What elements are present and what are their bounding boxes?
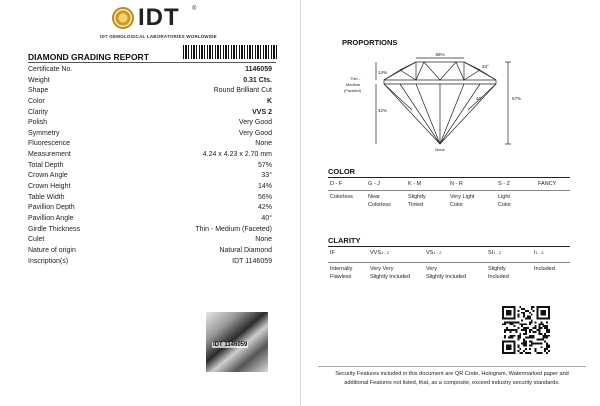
clarity-grade-head bbox=[426, 250, 441, 256]
report-row bbox=[28, 182, 272, 193]
report-row-value: 4.24 x 4.23 x 2.70 mm bbox=[202, 151, 272, 159]
report-row bbox=[28, 97, 272, 108]
clarity-grade-desc: Slightly bbox=[488, 266, 506, 272]
report-row-label: Shape bbox=[28, 87, 49, 95]
report-row bbox=[28, 108, 272, 119]
culet-label: None bbox=[435, 147, 445, 152]
girdle-label-1: Thin - bbox=[350, 76, 361, 81]
report-row-label: Inscription(s) bbox=[28, 257, 69, 265]
report-row-value: VVS 2 bbox=[252, 108, 272, 116]
report-row bbox=[28, 246, 272, 257]
clarity-grade-head bbox=[488, 250, 501, 256]
report-row-label: Crown Height bbox=[28, 183, 71, 191]
color-grade-desc: Tinted bbox=[408, 201, 424, 208]
security-divider bbox=[318, 366, 586, 367]
color-grade-head: K - M bbox=[408, 181, 422, 187]
logo-brand: IDT bbox=[138, 4, 180, 31]
color-grade-desc: Color bbox=[498, 201, 512, 208]
report-row-value: 56% bbox=[257, 193, 272, 201]
report-row bbox=[28, 257, 272, 268]
report-row bbox=[28, 203, 272, 214]
clarity-grade-sup: 1 - 2 bbox=[433, 250, 442, 255]
report-row-value: IDT 1146059 bbox=[232, 257, 272, 265]
clarity-title: CLARITY bbox=[328, 236, 361, 245]
report-row-value: 42% bbox=[257, 204, 272, 212]
color-grade-desc: Near bbox=[368, 194, 380, 200]
report-row-value: Thin - Medium (Faceted) bbox=[195, 225, 272, 233]
clarity-grade-sup: 1 - 2 bbox=[381, 250, 390, 255]
report-row-label: Clarity bbox=[28, 108, 48, 116]
report-row-label: Color bbox=[28, 97, 45, 105]
report-divider bbox=[28, 62, 276, 63]
barcode-icon bbox=[183, 45, 277, 59]
clarity-grade-base: VS bbox=[426, 250, 434, 256]
clarity-rule-top bbox=[328, 246, 570, 247]
clarity-grade-desc: Flawless bbox=[330, 273, 352, 280]
qr-code-icon bbox=[502, 306, 550, 354]
report-row bbox=[28, 86, 272, 97]
clarity-grade-desc: Included bbox=[534, 266, 555, 272]
report-row bbox=[28, 214, 272, 225]
report-row-label: Measurement bbox=[28, 151, 71, 159]
color-grade-desc: Colorless bbox=[330, 194, 353, 200]
proportions-title: PROPORTIONS bbox=[342, 38, 398, 47]
pavilion-angle-label: 40° bbox=[476, 96, 483, 101]
clarity-grade-desc: Internally bbox=[330, 266, 353, 272]
report-row bbox=[28, 225, 272, 236]
center-fold bbox=[300, 0, 301, 406]
color-grade-desc: Light bbox=[498, 194, 510, 200]
color-grade-desc: Color bbox=[450, 201, 464, 208]
report-row-value: None bbox=[255, 236, 272, 244]
color-rule-top bbox=[328, 177, 570, 178]
security-line-2: additional Features not listed, that, as a composite, exceed industry security standards. bbox=[344, 380, 560, 386]
seal-icon bbox=[112, 7, 134, 29]
report-row-value: 57% bbox=[257, 161, 272, 169]
clarity-grade-desc: Slightly Included bbox=[370, 273, 411, 280]
report-row-label: Table Width bbox=[28, 193, 65, 201]
report-row-value: 1146059 bbox=[245, 66, 272, 73]
report-row-label: Girdle Thickness bbox=[28, 225, 81, 233]
report-title: DIAMOND GRADING REPORT bbox=[28, 52, 149, 62]
report-row-label: Certificate No. bbox=[28, 66, 73, 73]
clarity-grade-head bbox=[330, 250, 335, 256]
color-title: COLOR bbox=[328, 167, 356, 176]
report-row bbox=[28, 150, 272, 161]
report-row-label: Culet bbox=[28, 236, 45, 244]
color-grade-head: FANCY bbox=[538, 181, 557, 187]
registered-mark: ® bbox=[192, 6, 197, 12]
idt-logo bbox=[100, 4, 218, 44]
security-note bbox=[318, 370, 586, 388]
report-rows bbox=[28, 65, 272, 267]
report-row bbox=[28, 118, 272, 129]
report-row bbox=[28, 193, 272, 204]
diamond-photo bbox=[206, 312, 268, 372]
report-row-label: Fluorescence bbox=[28, 140, 71, 148]
report-row bbox=[28, 65, 272, 76]
report-row bbox=[28, 171, 272, 182]
report-row-value: 14% bbox=[257, 183, 272, 191]
report-row-value: Natural Diamond bbox=[219, 246, 272, 254]
report-row-value: 33° bbox=[261, 172, 272, 180]
girdle-label-2: Medium bbox=[346, 82, 361, 87]
report-row-value: 40° bbox=[261, 214, 272, 222]
report-row bbox=[28, 76, 272, 87]
report-row bbox=[28, 139, 272, 150]
girdle-label-3: (Faceted) bbox=[344, 88, 362, 93]
report-row-value: K bbox=[266, 97, 272, 105]
report-row-label: Weight bbox=[28, 76, 50, 84]
report-row-value: 0.31 Cts. bbox=[243, 76, 272, 84]
clarity-grade-sup: 1 - 2 bbox=[493, 250, 502, 255]
report-row-label: Crown Angle bbox=[28, 172, 68, 180]
color-grade-desc: Very Light bbox=[450, 194, 475, 200]
report-row bbox=[28, 129, 272, 140]
report-row-label: Total Depth bbox=[28, 161, 64, 169]
clarity-grade-base: I bbox=[534, 250, 536, 256]
clarity-rule-mid bbox=[328, 262, 570, 263]
clarity-grade-desc: Very bbox=[426, 266, 438, 272]
color-grade-head: N - R bbox=[450, 181, 463, 187]
security-line-1: Security Features included in this document are QR Code, Hologram, Watermarked paper and bbox=[335, 371, 569, 377]
crown-height-label: 14% bbox=[378, 70, 388, 75]
color-grade-head: S - Z bbox=[498, 181, 510, 187]
color-rule-mid bbox=[328, 190, 570, 191]
proportions-diagram bbox=[342, 50, 538, 154]
clarity-grade-desc: Slightly Included bbox=[426, 273, 467, 280]
clarity-grade-desc: Included bbox=[488, 273, 509, 280]
report-row-value: Round Brilliant Cut bbox=[213, 87, 272, 95]
color-grade-head: D - F bbox=[330, 181, 343, 187]
clarity-grade-head bbox=[534, 250, 544, 256]
total-depth-label: 57% bbox=[512, 96, 522, 101]
report-row-value: None bbox=[255, 140, 272, 148]
clarity-grade-base: VVS bbox=[370, 250, 382, 256]
report-row-label: Pavillion Depth bbox=[28, 204, 75, 212]
report-row-label: Nature of origin bbox=[28, 246, 76, 254]
report-row bbox=[28, 161, 272, 172]
report-row-label: Symmetry bbox=[28, 129, 60, 137]
color-grade-desc: Colorless bbox=[368, 201, 391, 208]
report-row-value: Very Good bbox=[238, 129, 272, 137]
logo-subtitle: IDT GEMOLOGICAL LABORATORIES WORLDWIDE bbox=[100, 34, 217, 39]
color-grade-desc: Slightly bbox=[408, 194, 426, 200]
clarity-grade-base: SI bbox=[488, 250, 494, 256]
pavilion-depth-label: 42% bbox=[378, 108, 388, 113]
report-row-label: Pavillion Angle bbox=[28, 214, 74, 222]
clarity-grade-base: IF bbox=[330, 250, 335, 256]
report-row-label: Polish bbox=[28, 119, 48, 127]
photo-inscription: IDT 1146059 bbox=[213, 342, 248, 348]
color-grade-head: G - J bbox=[368, 181, 380, 187]
clarity-grade-sup: 1 - 3 bbox=[535, 250, 544, 255]
crown-angle-label: 33° bbox=[482, 64, 489, 69]
clarity-grade-head bbox=[370, 250, 389, 256]
clarity-grade-desc: Very Very bbox=[370, 266, 394, 272]
table-width-label: 56% bbox=[435, 52, 445, 57]
report-row-value: Very Good bbox=[238, 119, 272, 127]
report-row bbox=[28, 235, 272, 246]
